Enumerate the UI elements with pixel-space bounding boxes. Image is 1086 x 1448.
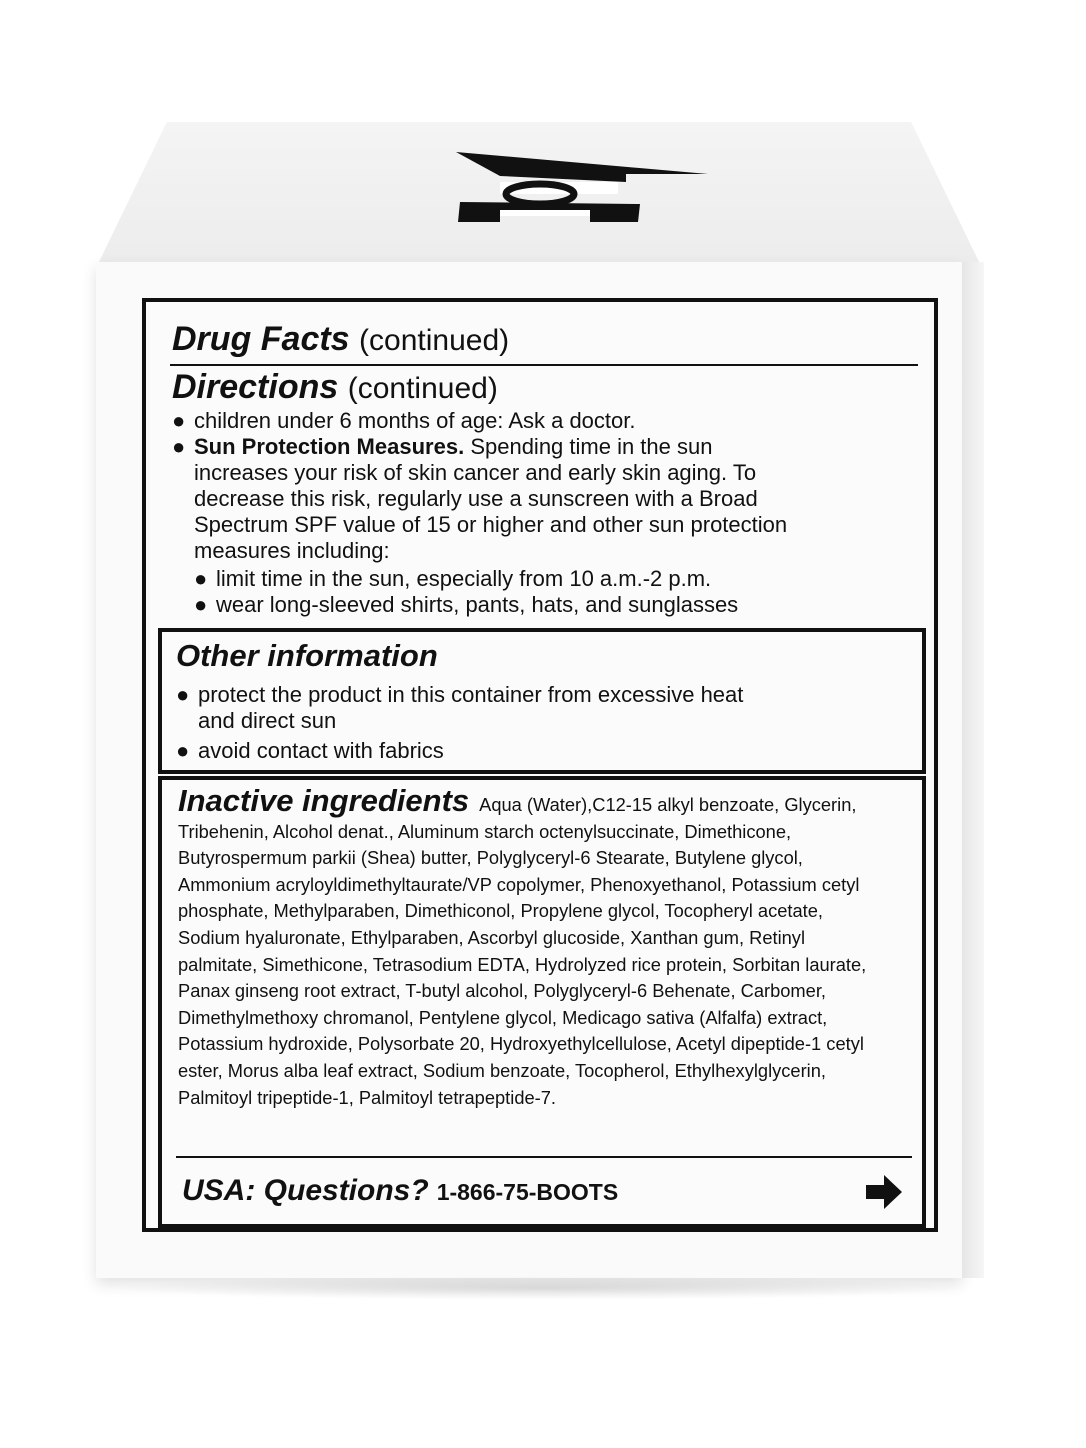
drug-facts-title: Drug Facts xyxy=(172,320,350,358)
inactive-ingredients-text: Aqua (Water),C12-15 alkyl benzoate, Glycerin, Tribehenin, Alcohol denat., Aluminum starch octenylsuccinate, Dimethicone, Butyrospermum parkii (Shea) butter, Polyglyceryl-6 Stearate, Butylene glycol, Ammonium acryloyldimethyltaurate/VP copolymer, Phenoxyethanol, Potassium cetyl phosphate, Methylparaben, Dimethiconol, Propylene glycol, Tocopheryl acetate, Sodium hyaluronate, Ethylparaben, Ascorbyl glucoside, Xanthan gum, Retinyl palmitate, Simethicone, Tetrasodium EDTA, Hydrolyzed rice protein, Sorbitan laurate, Panax ginseng root extract, T-butyl alcohol, Polyglyceryl-6 Behenate, Carbomer, Dimethylmethoxy chromanol, Pentylene glycol, Medicago sativa (Alfalfa) extract, Potassium hydroxide, Polysorbate 20, Hydroxyethylcellulose, Acetyl dipeptide-1 cetyl ester, Morus alba leaf extract, Sodium benzoate, Tocopherol, Ethylhexylglycerin, Palmitoyl tripeptide-1, Palmitoyl tetrapeptide-7. xyxy=(178,794,867,1108)
floor-shadow xyxy=(110,1276,976,1300)
bullet-dot-icon: ● xyxy=(194,566,208,591)
direction-line-5: Spectrum SPF value of 15 or higher and other sun protection xyxy=(194,512,788,537)
direction-subline-1: ● limit time in the sun, especially from 10 a.m.-2 p.m. xyxy=(194,566,712,591)
drug-facts-panel xyxy=(142,298,938,1232)
directions-section xyxy=(158,310,926,634)
drug-facts-suffix: (continued) xyxy=(359,324,510,357)
direction-line-1: ● children under 6 months of age: Ask a doctor. xyxy=(172,408,636,433)
inactive-ingredients-section xyxy=(158,776,926,1228)
arrow-right-icon xyxy=(864,1172,904,1212)
direction-line-3: increases your risk of skin cancer and early skin aging. To xyxy=(194,460,757,485)
drug-facts-heading xyxy=(172,320,509,359)
inactive-ingredients-block xyxy=(178,783,878,1111)
other-line-1: ● protect the product in this container from excessive heat xyxy=(176,682,744,707)
questions-line xyxy=(182,1174,618,1208)
other-line-2: and direct sun xyxy=(198,708,337,733)
questions-phone: 1-866-75-BOOTS xyxy=(436,1179,619,1205)
other-line-3: ● avoid contact with fabrics xyxy=(176,738,444,763)
bullet-dot-icon: ● xyxy=(172,434,186,459)
other-information-title: Other information xyxy=(176,638,438,673)
bullet-dot-icon: ● xyxy=(176,738,190,763)
box-side-face xyxy=(962,262,984,1278)
divider xyxy=(170,364,918,366)
direction-line-6: measures including: xyxy=(194,538,390,563)
direction-line-2: ● Sun Protection Measures. Spending time in the sun xyxy=(172,434,713,459)
questions-label: USA: Questions? xyxy=(182,1174,429,1207)
other-information-section xyxy=(158,628,926,774)
directions-heading xyxy=(172,368,498,407)
directions-suffix: (continued) xyxy=(347,372,498,405)
no7-logo xyxy=(440,148,710,228)
direction-line-4: decrease this risk, regularly use a sunscreen with a Broad xyxy=(194,486,758,511)
directions-title: Directions xyxy=(172,368,339,406)
direction-subline-2: ● wear long-sleeved shirts, pants, hats, and sunglasses xyxy=(194,592,739,617)
bullet-dot-icon: ● xyxy=(194,592,208,617)
divider xyxy=(176,1156,912,1158)
bullet-dot-icon: ● xyxy=(172,408,186,433)
inactive-ingredients-title: Inactive ingredients xyxy=(178,783,470,818)
bullet-dot-icon: ● xyxy=(176,682,190,707)
